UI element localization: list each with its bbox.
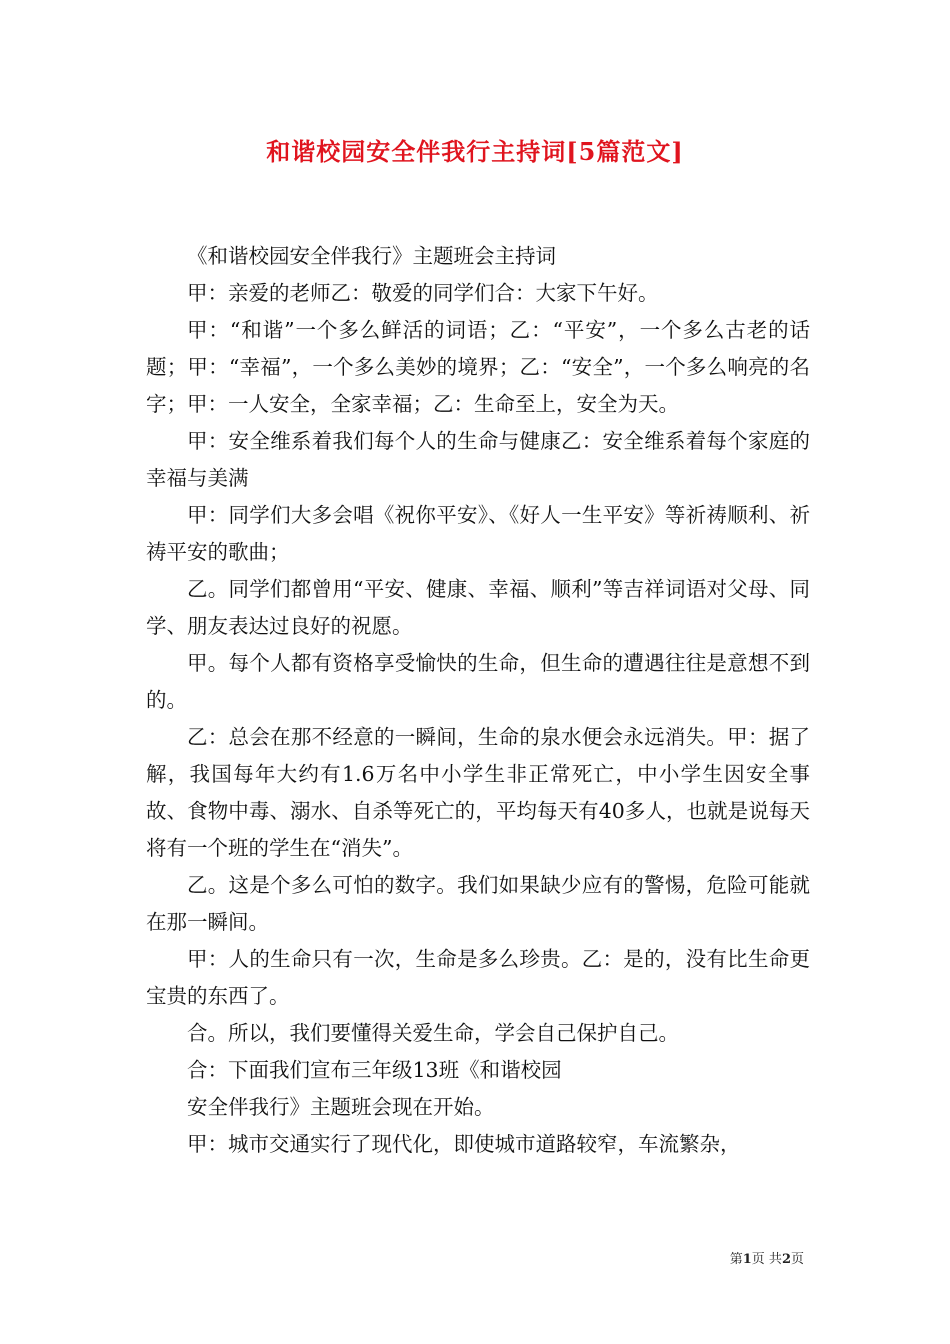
footer-middle: 页 共: [751, 1252, 782, 1267]
footer-suffix: 页: [790, 1252, 804, 1267]
page-number-footer: [730, 1248, 804, 1267]
paragraph: 甲：同学们大多会唱《祝你平安》、《好人一生平安》等祈祷顺利、祈祷平安的歌曲；: [146, 503, 810, 564]
footer-total-pages: 2: [781, 1252, 791, 1267]
footer-prefix: 第: [729, 1252, 743, 1267]
paragraph: 乙：总会在那不经意的一瞬间，生命的泉水便会永远消失。甲：据了解，我国每年大约有1.6万名中小学生非正常死亡，中小学生因安全事故、食物中毒、溺水、自杀等死亡的，平均每天有40多人，也就是说每天将有一个班的学生在“消失”。: [146, 725, 810, 860]
paragraph: 合：下面我们宣布三年级13班《和谐校园: [187, 1058, 562, 1082]
paragraph: 甲。每个人都有资格享受愉快的生命，但生命的遭遇往往是意想不到的。: [146, 651, 810, 712]
paragraph: 甲：人的生命只有一次，生命是多么珍贵。乙：是的，没有比生命更宝贵的东西了。: [146, 947, 810, 1008]
paragraph: 《和谐校园安全伴我行》主题班会主持词: [187, 244, 556, 268]
paragraph: 安全伴我行》主题班会现在开始。: [187, 1095, 495, 1119]
paragraph: 甲：城市交通实行了现代化，即使城市道路较窄，车流繁杂，: [187, 1132, 741, 1156]
paragraph: 甲：安全维系着我们每个人的生命与健康乙：安全维系着每个家庭的幸福与美满: [146, 429, 810, 490]
document-body: [146, 238, 810, 1163]
paragraph: 甲：“和谐”一个多么鲜活的词语；乙：“平安”，一个多么古老的话题；甲：“幸福”，一个多么美妙的境界；乙：“安全”，一个多么响亮的名字；甲：一人安全，全家幸福；乙：生命至上，安全为天。: [146, 318, 810, 416]
paragraph: 乙。同学们都曾用“平安、健康、幸福、顺利”等吉祥词语对父母、同学、朋友表达过良好的祝愿。: [146, 577, 810, 638]
paragraph: 乙。这是个多么可怕的数字。我们如果缺少应有的警惕，危险可能就在那一瞬间。: [146, 873, 810, 934]
paragraph: 合。所以，我们要懂得关爱生命，学会自己保护自己。: [187, 1021, 679, 1045]
paragraph: 甲：亲爱的老师乙：敬爱的同学们合：大家下午好。: [187, 281, 659, 305]
document-title: 和谐校园安全伴我行主持词[5篇范文]: [266, 137, 684, 166]
footer-page-number: 1: [742, 1252, 752, 1267]
